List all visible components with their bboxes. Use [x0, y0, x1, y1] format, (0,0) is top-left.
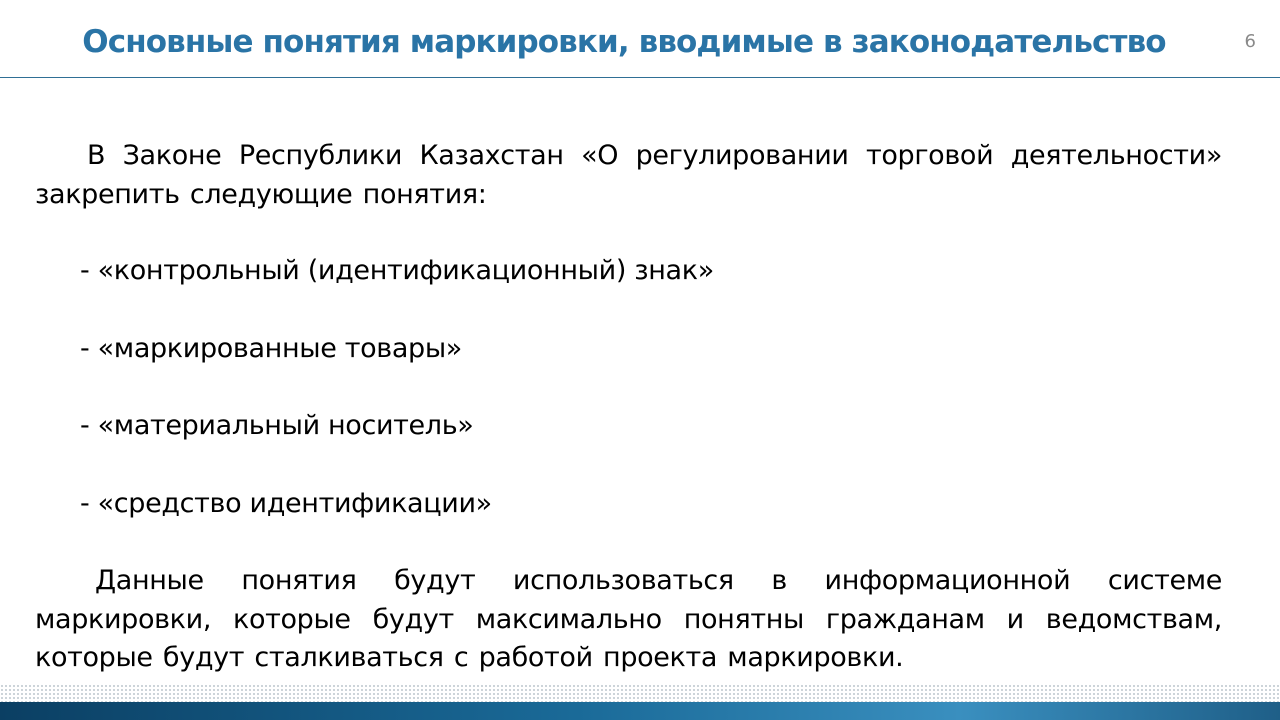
- slide-header: [0, 0, 1280, 78]
- footer-bar: [0, 702, 1280, 720]
- list-item: - «материальный носитель»: [80, 410, 474, 441]
- list-item: - «маркированные товары»: [80, 332, 462, 364]
- slide-title: Основные понятия маркировки, вводимые в законодательство: [82, 24, 1166, 60]
- list-item: - «контрольный (идентификационный) знак»: [80, 255, 714, 286]
- conclusion-paragraph: Данные понятия будут использоваться в информационной системе маркировки, которые будут максимально понятны гражданам и ведомствам, которые будут сталкиваться с работой проекта маркировки.: [35, 565, 1222, 673]
- concept-list: [35, 252, 1222, 523]
- list-item: - «средство идентификации»: [80, 487, 492, 519]
- slide-content: [35, 137, 1222, 678]
- footer-dot-pattern: [0, 684, 1280, 702]
- slide-number: 6: [1244, 31, 1256, 52]
- intro-paragraph: В Законе Республики Казахстан «О регулировании торговой деятельности» закрепить следующие понятия:: [35, 140, 1222, 210]
